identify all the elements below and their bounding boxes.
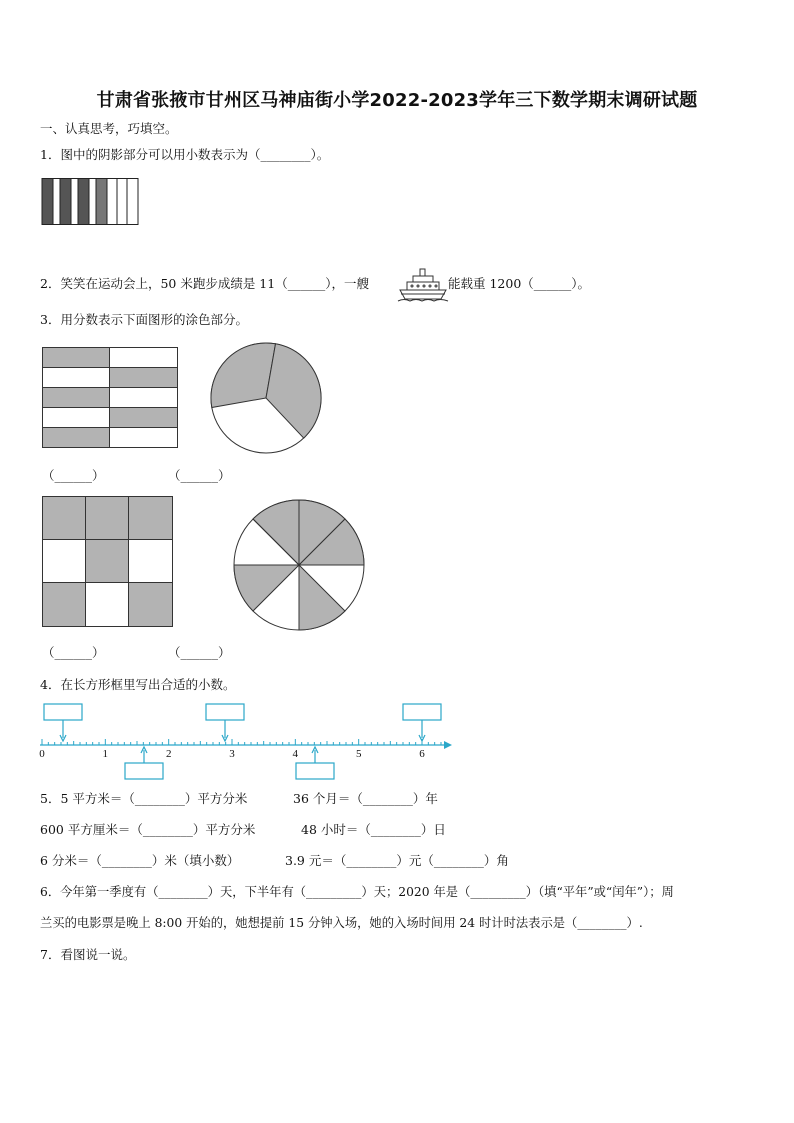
tick-label: 0 bbox=[39, 748, 45, 760]
q5-item: 3.9 元＝（________）元（________）角 bbox=[285, 853, 509, 868]
tick-label: 3 bbox=[229, 748, 235, 760]
answer-blank[interactable]: （______） bbox=[168, 468, 231, 483]
section-heading: 一、认真思考，巧填空。 bbox=[40, 121, 178, 136]
q3-square-grid bbox=[42, 496, 174, 628]
tick-label: 1 bbox=[102, 748, 109, 760]
question-6-line-2: 兰买的电影票是晚上 8:00 开始的，她想提前 15 分钟入场，她的入场时间用 24 时计时法表示是（________）. bbox=[40, 916, 643, 930]
question-1: 1．图中的阴影部分可以用小数表示为（________）。 bbox=[40, 147, 330, 162]
q3-circle-eighths bbox=[232, 498, 366, 632]
q5-item: 600 平方厘米＝（________）平方分米 bbox=[40, 822, 256, 837]
ship-icon bbox=[398, 266, 448, 302]
question-2-part-a: 2．笑笑在运动会上，50 米跑步成绩是 11（______），一艘 bbox=[40, 276, 369, 291]
q5-item: 36 个月＝（________）年 bbox=[293, 791, 438, 806]
tick-label: 4 bbox=[292, 748, 299, 760]
question-4: 4．在长方形框里写出合适的小数。 bbox=[40, 677, 236, 692]
tick-label: 6 bbox=[419, 748, 425, 760]
number-line bbox=[30, 700, 460, 784]
tick-label: 2 bbox=[165, 748, 172, 760]
q5-item: 5．5 平方米＝（________）平方分米 bbox=[40, 791, 248, 806]
tick-label: 5 bbox=[355, 748, 362, 760]
question-6-line-1: 6．今年第一季度有（________）天，下半年有（_________）天；2020 年是（_________）（填“平年”或“闰年”）；周 bbox=[40, 885, 674, 899]
answer-blank[interactable]: （______） bbox=[42, 645, 105, 660]
q5-item: 48 小时＝（________）日 bbox=[301, 822, 446, 837]
page-title: 甘肃省张掖市甘州区马神庙街小学2022-2023学年三下数学期末调研试题 bbox=[96, 90, 698, 111]
q3-circle-thirds bbox=[209, 341, 323, 455]
question-7: 7．看图说一说。 bbox=[40, 947, 136, 962]
answer-blank[interactable]: （______） bbox=[42, 468, 105, 483]
question-3: 3．用分数表示下面图形的涂色部分。 bbox=[40, 312, 248, 327]
answer-blank[interactable]: （______） bbox=[168, 645, 231, 660]
q5-item: 6 分米＝（________）米（填小数） bbox=[40, 853, 240, 868]
q3-rectangle-grid bbox=[42, 347, 179, 448]
q1-shaded-strips bbox=[41, 178, 141, 226]
question-2-part-b: 能载重 1200（______）。 bbox=[448, 276, 591, 291]
